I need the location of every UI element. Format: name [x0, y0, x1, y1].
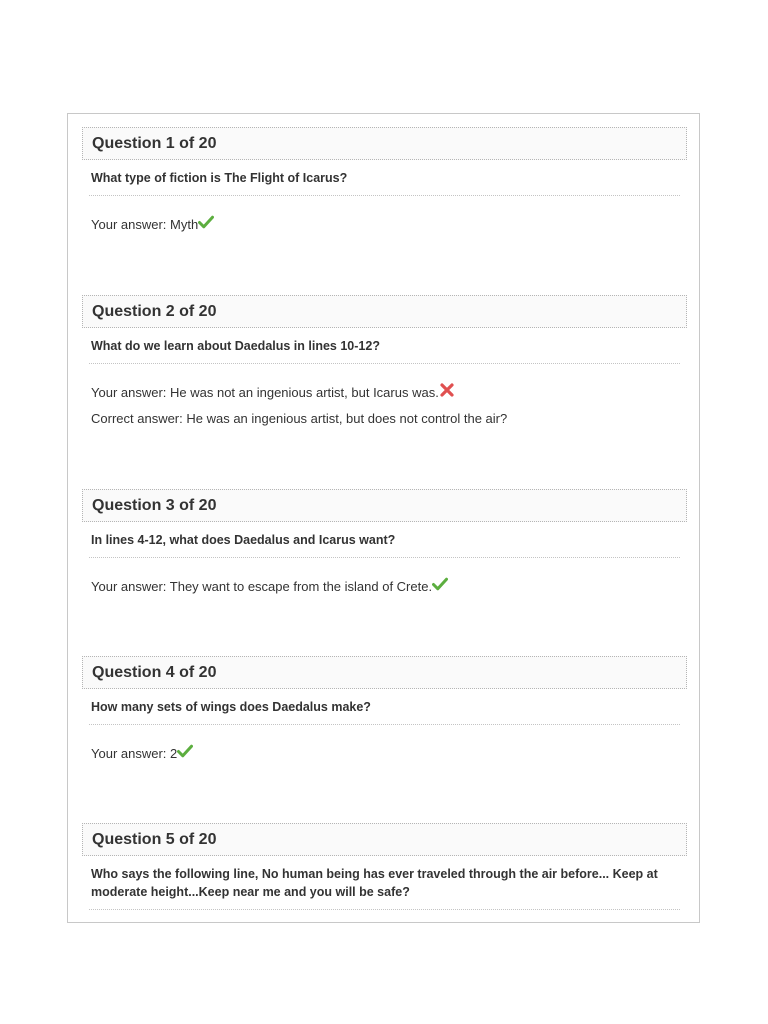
- your-answer: [91, 384, 687, 402]
- your-answer-text: Your answer: They want to escape from the island of Crete.: [91, 579, 433, 594]
- question-block-4: [82, 656, 687, 763]
- check-icon: [198, 214, 214, 230]
- question-header: Question 1 of 20: [82, 127, 687, 160]
- question-header: Question 5 of 20: [82, 823, 687, 856]
- your-answer-text: Your answer: He was not an ingenious artist, but Icarus was.: [91, 385, 439, 400]
- question-block-3: [82, 489, 687, 596]
- question-block-1: [82, 127, 687, 234]
- question-header: Question 4 of 20: [82, 656, 687, 689]
- your-answer-text: Your answer: Myth: [91, 217, 199, 232]
- your-answer: [91, 216, 687, 234]
- question-text: What do we learn about Daedalus in lines 10-12?: [89, 328, 680, 364]
- quiz-results-panel: [67, 113, 700, 923]
- question-text: Who says the following line, No human being has ever traveled through the air before... Keep at moderate height...Keep near me and you will be safe?: [89, 856, 680, 910]
- check-icon: [177, 743, 193, 759]
- question-text: In lines 4-12, what does Daedalus and Icarus want?: [89, 522, 680, 558]
- correct-answer: Correct answer: He was an ingenious artist, but does not control the air?: [91, 411, 508, 426]
- cross-icon: [439, 382, 455, 398]
- question-header: Question 3 of 20: [82, 489, 687, 522]
- question-block-2: [82, 295, 687, 428]
- question-header: Question 2 of 20: [82, 295, 687, 328]
- question-text: What type of fiction is The Flight of Icarus?: [89, 160, 680, 196]
- your-answer-text: Your answer: 2: [91, 746, 178, 761]
- check-icon: [432, 576, 448, 592]
- question-text: How many sets of wings does Daedalus make?: [89, 689, 680, 725]
- your-answer: [91, 578, 687, 596]
- your-answer: [91, 745, 687, 763]
- question-block-5: [82, 823, 687, 910]
